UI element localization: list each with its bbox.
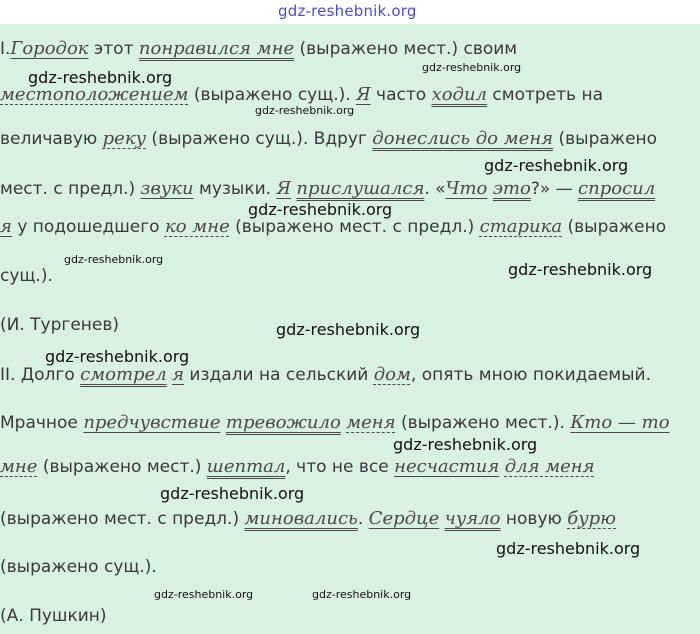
- text-fragment: (выражено мест. с предл.): [0, 509, 245, 529]
- task1-line2: [0, 84, 603, 105]
- task2-line3: [0, 456, 595, 477]
- object-buryu: бурю: [567, 508, 617, 529]
- predicate-doneslis: донеслись до меня: [372, 128, 554, 149]
- task1-line3: [0, 128, 657, 149]
- predicate-hodil: ходил: [431, 84, 488, 105]
- watermark: gdz-reshebnik.org: [255, 104, 355, 117]
- text-fragment: величавую: [0, 129, 103, 149]
- task2-line2: [0, 412, 670, 433]
- subject-gorodok: Городок: [10, 38, 89, 59]
- predicate-ponravilsya: понравился мне: [138, 38, 295, 59]
- subject-ya-3: я: [0, 216, 12, 237]
- text-fragment: , опять мною покидаемый.: [410, 365, 651, 385]
- watermark: gdz-reshebnik.org: [154, 588, 254, 601]
- object-reku: реку: [102, 128, 147, 149]
- task1-roman-numeral: I.: [0, 39, 11, 59]
- task1-line5: [0, 216, 666, 237]
- watermark: gdz-reshebnik.org: [64, 253, 164, 266]
- subject-ya-4: я: [172, 364, 184, 385]
- subject-ya-2: Я: [276, 178, 292, 199]
- text-fragment: (выражено сущ.). Вдруг: [146, 129, 373, 149]
- watermark: gdz-reshebnik.org: [28, 68, 173, 87]
- text-fragment: (выражено: [562, 217, 667, 237]
- task1-line6: сущ.).: [0, 266, 53, 286]
- text-fragment: (выражено сущ.).: [188, 85, 357, 105]
- object-dom: дом: [373, 364, 411, 385]
- watermark: gdz-reshebnik.org: [496, 539, 641, 558]
- subject-kto-to: Кто — то: [570, 412, 670, 433]
- text-fragment: (выражено: [553, 129, 658, 149]
- predicate-chuyalo: чуяло: [444, 508, 501, 529]
- object-starika: старика: [479, 216, 563, 237]
- text-fragment: II. Долго: [0, 365, 81, 385]
- text-fragment: часто: [370, 85, 432, 105]
- subject-ya: Я: [356, 84, 371, 105]
- text-fragment: (выражено мест.) своим: [294, 39, 518, 59]
- predicate-trevozhilo: тревожило: [225, 412, 341, 433]
- text-fragment: этот: [88, 39, 139, 59]
- object-menya: меня: [346, 412, 396, 433]
- task1-author: (И. Тургенев): [0, 315, 120, 335]
- task1-line1: [0, 38, 517, 59]
- watermark: gdz-reshebnik.org: [422, 61, 522, 74]
- text-fragment: музыки.: [193, 179, 277, 199]
- text-fragment: (выражено мест.): [37, 457, 207, 477]
- task2-line4: [0, 508, 616, 529]
- text-fragment: ?» —: [530, 179, 579, 199]
- text-fragment: Мрачное: [0, 413, 84, 433]
- subject-zvuki: звуки: [140, 178, 194, 199]
- word-mestopolozheniem: местоположением: [0, 84, 189, 105]
- text-fragment: мест. с предл.): [0, 179, 141, 199]
- subject-chto: Что: [445, 178, 488, 199]
- text-fragment: (выражено мест. с предл.): [229, 217, 480, 237]
- object-mne: мне: [0, 456, 38, 477]
- text-fragment: у подошедшего: [11, 217, 165, 237]
- watermark: gdz-reshebnik.org: [45, 347, 190, 366]
- text-fragment: (выражено мест.).: [395, 413, 571, 433]
- site-header-link[interactable]: gdz-reshebnik.org: [278, 2, 417, 20]
- text-fragment: .: [357, 509, 369, 529]
- text-fragment: издали на сельский: [184, 365, 374, 385]
- predicate-smotrel: смотрел: [80, 364, 167, 385]
- watermark: gdz-reshebnik.org: [484, 156, 629, 175]
- subject-serdce: Сердце: [368, 508, 440, 529]
- watermark: gdz-reshebnik.org: [160, 484, 305, 503]
- subject-neschastiya: несчастия: [394, 456, 500, 477]
- watermark: gdz-reshebnik.org: [276, 320, 421, 339]
- subject-predchuvstvie: предчувствие: [83, 412, 221, 433]
- task1-line4: [0, 178, 655, 199]
- text-fragment: . «: [424, 179, 446, 199]
- predicate-eto: это: [492, 178, 531, 199]
- object-dlya-menya: для меня: [504, 456, 595, 477]
- text-fragment: смотреть на: [487, 85, 604, 105]
- text-fragment: новую: [500, 509, 568, 529]
- task2-line5: (выражено сущ.).: [0, 557, 157, 577]
- watermark: gdz-reshebnik.org: [508, 260, 653, 279]
- predicate-sprosil: спросил: [578, 178, 656, 199]
- text-fragment: , что не все: [285, 457, 395, 477]
- watermark: gdz-reshebnik.org: [248, 200, 393, 219]
- predicate-sheptal: шептал: [206, 456, 286, 477]
- task2-line1: [0, 364, 651, 385]
- predicate-prislushalsya: прислушался: [296, 178, 425, 199]
- predicate-minovalis: миновались: [244, 508, 358, 529]
- site-header: [0, 0, 700, 24]
- object-ko-mne: ко мне: [164, 216, 230, 237]
- watermark: gdz-reshebnik.org: [393, 435, 538, 454]
- watermark: gdz-reshebnik.org: [312, 588, 412, 601]
- task2-author: (А. Пушкин): [0, 606, 107, 626]
